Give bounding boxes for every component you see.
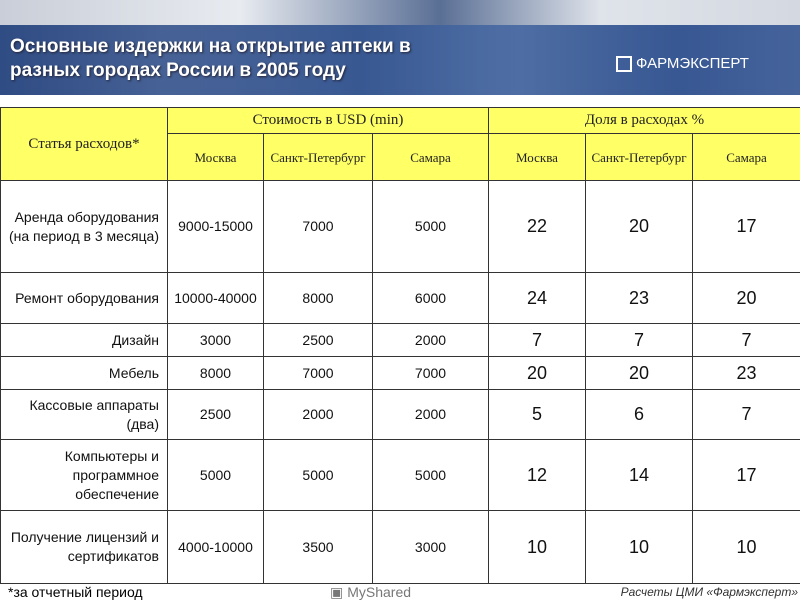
header-city: Санкт-Петербург xyxy=(264,134,373,181)
cell-cost: 5000 xyxy=(264,440,373,511)
cell-share: 7 xyxy=(489,324,586,357)
cell-share: 5 xyxy=(489,390,586,440)
cell-cost: 9000-15000 xyxy=(168,181,264,273)
header-cost: Стоимость в USD (min) xyxy=(168,108,489,134)
cell-share: 22 xyxy=(489,181,586,273)
cell-cost: 7000 xyxy=(264,181,373,273)
watermark-text: MyShared xyxy=(347,584,412,600)
cell-cost: 5000 xyxy=(373,181,489,273)
cell-item: Ремонт оборудования xyxy=(1,273,168,324)
cell-item: Кассовые аппараты (два) xyxy=(1,390,168,440)
cell-share: 12 xyxy=(489,440,586,511)
cell-share: 10 xyxy=(586,511,693,584)
cell-share: 23 xyxy=(693,357,800,390)
presentation-icon: ▣ xyxy=(330,584,344,600)
cell-cost: 5000 xyxy=(168,440,264,511)
title-line-2: разных городах России в 2005 году xyxy=(10,60,346,81)
page-title xyxy=(10,35,411,83)
cell-cost: 3500 xyxy=(264,511,373,584)
cell-item: Компьютеры и программное обеспечение xyxy=(1,440,168,511)
cell-item: Мебель xyxy=(1,357,168,390)
cell-cost: 7000 xyxy=(373,357,489,390)
header-city: Москва xyxy=(489,134,586,181)
cell-cost: 2000 xyxy=(264,390,373,440)
cell-cost: 8000 xyxy=(168,357,264,390)
logo xyxy=(616,55,749,72)
cell-cost: 3000 xyxy=(373,511,489,584)
cell-share: 10 xyxy=(693,511,800,584)
cell-share: 20 xyxy=(693,273,800,324)
table-row xyxy=(1,273,800,324)
cell-share: 17 xyxy=(693,181,800,273)
cell-cost: 2500 xyxy=(168,390,264,440)
cell-cost: 3000 xyxy=(168,324,264,357)
cell-share: 24 xyxy=(489,273,586,324)
cell-share: 20 xyxy=(489,357,586,390)
header-city: Самара xyxy=(693,134,800,181)
table-row xyxy=(1,357,800,390)
cell-share: 7 xyxy=(693,324,800,357)
cell-share: 7 xyxy=(586,324,693,357)
table-row xyxy=(1,440,800,511)
header-city: Москва xyxy=(168,134,264,181)
table-row xyxy=(1,181,800,273)
cell-share: 17 xyxy=(693,440,800,511)
header-city: Санкт-Петербург xyxy=(586,134,693,181)
table-row xyxy=(1,324,800,357)
costs-table xyxy=(0,107,800,584)
cell-share: 23 xyxy=(586,273,693,324)
cell-share: 20 xyxy=(586,181,693,273)
title-line-1: Основные издержки на открытие аптеки в xyxy=(10,36,411,57)
header-item: Статья расходов* xyxy=(1,108,168,181)
table-row xyxy=(1,390,800,440)
cell-cost: 5000 xyxy=(373,440,489,511)
cell-cost: 2500 xyxy=(264,324,373,357)
cell-share: 14 xyxy=(586,440,693,511)
header-city: Самара xyxy=(373,134,489,181)
cell-share: 10 xyxy=(489,511,586,584)
footnote: *за отчетный период xyxy=(8,584,143,600)
cell-item: Получение лицензий и сертификатов xyxy=(1,511,168,584)
cell-share: 6 xyxy=(586,390,693,440)
cell-cost: 2000 xyxy=(373,390,489,440)
header-share: Доля в расходах % xyxy=(489,108,800,134)
watermark xyxy=(330,584,411,600)
logo-icon xyxy=(616,56,632,72)
cell-share: 20 xyxy=(586,357,693,390)
table-row xyxy=(1,511,800,584)
cell-cost: 2000 xyxy=(373,324,489,357)
cell-cost: 4000-10000 xyxy=(168,511,264,584)
cell-cost: 10000-40000 xyxy=(168,273,264,324)
cell-cost: 8000 xyxy=(264,273,373,324)
cell-item: Дизайн xyxy=(1,324,168,357)
source-note: Расчеты ЦМИ «Фармэксперт» xyxy=(620,585,798,599)
cell-item: Аренда оборудования (на период в 3 месяца) xyxy=(1,181,168,273)
logo-text: ФАРМЭКСПЕРТ xyxy=(636,55,749,72)
header-banner xyxy=(0,0,800,95)
cell-share: 7 xyxy=(693,390,800,440)
cell-cost: 6000 xyxy=(373,273,489,324)
cell-cost: 7000 xyxy=(264,357,373,390)
